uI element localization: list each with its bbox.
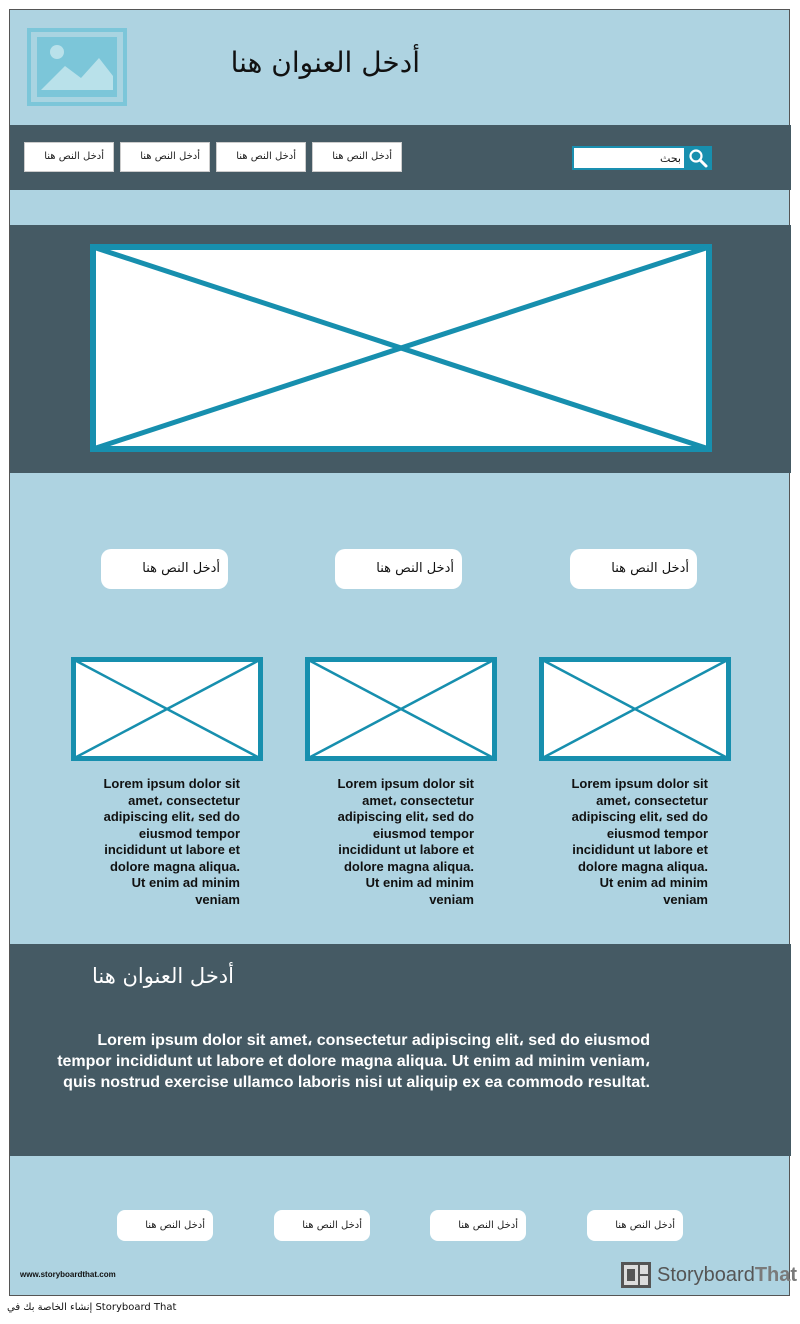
footer-link-2[interactable]: أدخل النص هنا: [274, 1210, 370, 1241]
card-button-1[interactable]: أدخل النص هنا: [101, 549, 228, 589]
feature-title: أدخل العنوان هنا: [91, 964, 234, 988]
card-text-3: Lorem ipsum dolor sit amet، consectetur adipiscing elit، sed do eiusmod tempor incididunt ut labore et dolore magna aliqua. Ut enim ad minim veniam: [571, 776, 708, 907]
brand-part-1: Storyboard: [657, 1264, 755, 1286]
search-icon: [685, 146, 712, 170]
image-placeholder-icon: [27, 28, 127, 106]
card-text-2: Lorem ipsum dolor sit amet، consectetur adipiscing elit، sed do eiusmod tempor incididunt ut labore et dolore magna aliqua. Ut enim ad minim veniam: [337, 776, 474, 907]
hero-section: [10, 225, 791, 473]
nav-item-1[interactable]: أدخل النص هنا: [24, 142, 114, 172]
card-image-placeholder-1: [71, 657, 263, 761]
card-button-3[interactable]: أدخل النص هنا: [570, 549, 697, 589]
search-input[interactable]: [572, 146, 686, 170]
footer-link-3[interactable]: أدخل النص هنا: [430, 1210, 526, 1241]
footer-link-4[interactable]: أدخل النص هنا: [587, 1210, 683, 1241]
nav-item-2[interactable]: أدخل النص هنا: [120, 142, 210, 172]
search-box: [572, 146, 712, 170]
card-button-2[interactable]: أدخل النص هنا: [335, 549, 462, 589]
footer-link-1[interactable]: أدخل النص هنا: [117, 1210, 213, 1241]
credit-text: إنشاء الخاصة بك في Storyboard That: [7, 1302, 177, 1313]
wireframe-canvas: [9, 9, 798, 1296]
nav-item-3[interactable]: أدخل النص هنا: [216, 142, 306, 172]
card-image-placeholder-3: [539, 657, 731, 761]
brand-part-2: That: [754, 1264, 798, 1286]
page-title: أدخل العنوان هنا: [230, 46, 420, 79]
brand-name: [657, 1262, 797, 1288]
nav-bar: [10, 125, 791, 190]
card-image-placeholder-2: [305, 657, 497, 761]
feature-text: Lorem ipsum dolor sit amet، consectetur adipiscing elit، sed do eiusmod tempor incididunt ut labore et dolore magna aliqua. Ut enim ad minim veniam، quis nostrud exercise ullamco laboris nisi ut aliquip ex ea commodo resultat.: [57, 1032, 650, 1091]
hero-image-placeholder: [90, 244, 712, 452]
site-url: www.storyboardthat.com: [20, 1270, 116, 1279]
search-button[interactable]: [685, 146, 712, 170]
storyboardthat-logo: [621, 1262, 798, 1290]
storyboard-grid-icon: [621, 1262, 651, 1288]
card-text-1: Lorem ipsum dolor sit amet، consectetur adipiscing elit، sed do eiusmod tempor incididunt ut labore et dolore magna aliqua. Ut enim ad minim veniam: [103, 776, 240, 907]
feature-section: [10, 944, 791, 1156]
nav-item-4[interactable]: أدخل النص هنا: [312, 142, 402, 172]
